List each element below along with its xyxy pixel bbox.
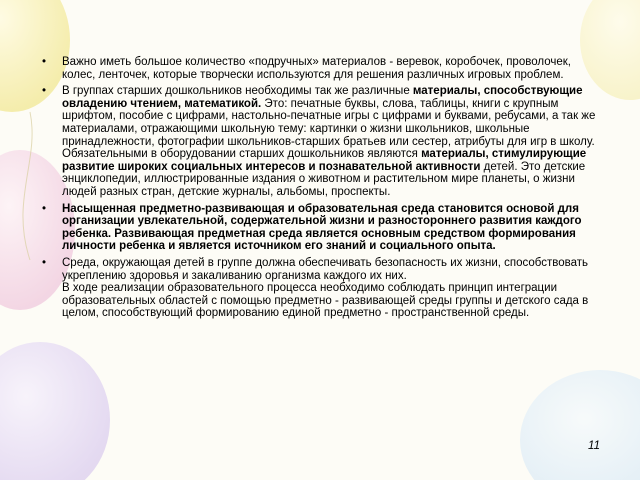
text-segment: Важно иметь большое количество «подручных» материалов - веревок, коробочек, проволочек, колес, ленточек, которые творчески используются для решения различных игровых проблем.	[62, 56, 571, 81]
bullet-text	[62, 203, 598, 253]
bullet-marker-icon: •	[41, 256, 47, 269]
bold-text-segment: материалы, стимулирующие развитие широких социальных интересов и познавательной активности	[62, 148, 587, 173]
bullet-item	[36, 203, 598, 253]
bullet-text	[62, 56, 598, 81]
bullet-marker-icon: •	[41, 202, 47, 215]
balloon-blue-bottom-right	[520, 370, 640, 480]
text-segment: Обязательными в оборудовании старших дошкольников являются	[62, 148, 422, 161]
slide-content	[36, 56, 598, 324]
bold-text-segment: Насыщенная предметно-развивающая и образовательная среда становится основой для организации увлекательной, содержательной жизни и разностороннего развития каждого ребенка. Развивающая предметная среда является основным средством формирования личности ребенка и является источником его знаний и социального опыта.	[62, 202, 582, 253]
bullet-marker-icon: •	[41, 85, 47, 98]
text-segment: Это: печатные буквы, слова, таблицы, книги с крупным шрифтом, пособие с цифрами, настольно-печатные игры с цифрами и буквами, ребусами, а так же материалами, отражающими школьную тему: картинки о жизни школьников, школьные принадлежности, фотографии школьников-старших братьев или сестер, атрибуты для игр в школу.	[62, 97, 596, 148]
bullet-text	[62, 257, 598, 320]
bullet-list	[36, 56, 598, 320]
page-number: 11	[588, 440, 600, 452]
text-segment: детей. Это детские энциклопедии, иллюстрированные издания о животном и растительном мире планеты, о жизни людей разных стран, детские журналы, альбомы, проспекты.	[62, 160, 586, 198]
text-segment: Среда, окружающая детей в группе должна обеспечивать безопасность их жизни, способствовать укреплению здоровья и закаливанию организма каждого их них.	[62, 256, 589, 282]
bullet-text	[62, 85, 598, 198]
bullet-item	[36, 85, 598, 198]
bullet-item	[36, 257, 598, 320]
bold-text-segment: материалы, способствующие овладению чтением, математикой.	[62, 85, 583, 110]
text-segment: В группах старших дошкольников необходимы так же различные	[62, 85, 413, 98]
bullet-item	[36, 56, 598, 81]
balloon-lilac-bottom-left	[0, 342, 110, 480]
text-segment: В ходе реализации образовательного процесса необходимо соблюдать принцип интеграции образовательных областей с помощью предметно - развивающей среды группы и детского сада в целом, способствующий формированию единой предметно - пространственной среды.	[62, 282, 589, 320]
bullet-marker-icon: •	[41, 56, 47, 68]
